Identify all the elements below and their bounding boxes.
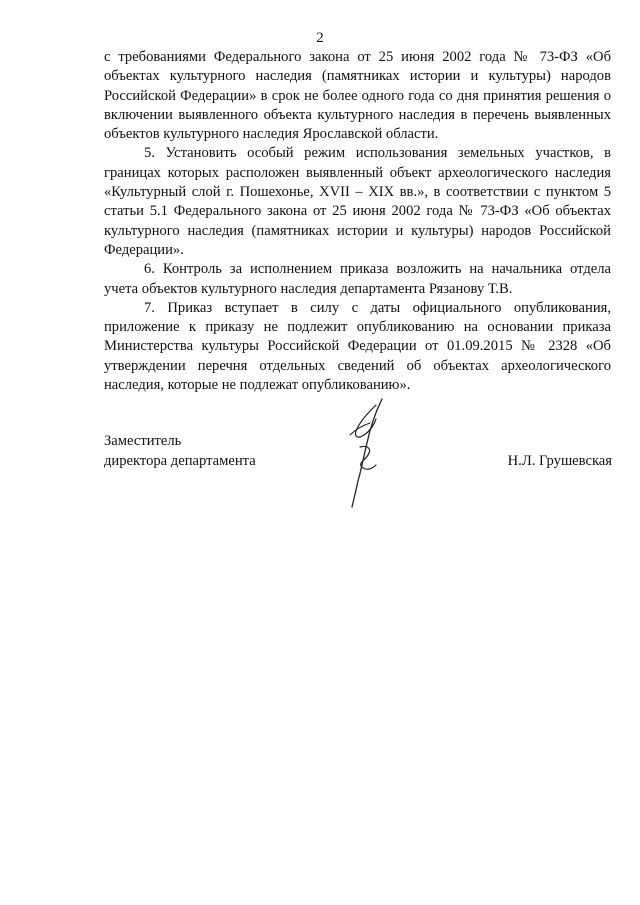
signatory-title-line1: Заместитель <box>104 433 182 449</box>
signatory-name: Н.Л. Грушевская <box>507 453 612 469</box>
page-number: 2 <box>316 30 324 46</box>
handwritten-signature <box>330 395 400 515</box>
paragraph-item-7: 7. Приказ вступает в силу с даты официального опубликования, приложение к приказу не подлежит опубликованию на основании приказа Министерства культуры Российской Федерации от 01.09.2015 № 2328 «Об утверждении перечня отдельных сведений об объектах археологического наследия, которые не подлежат опубликованию». <box>104 299 611 394</box>
paragraph-continuation: с требованиями Федерального закона от 25 июня 2002 года № 73-ФЗ «Об объектах культурного наследия (памятниках истории и культуры) народов Российской Федерации» в срок не более одного года со дня принятия решения о включении выявленного объекта культурного наследия в перечень выявленных объектов культурного наследия Ярославской области. <box>104 49 611 143</box>
document-body <box>104 48 611 395</box>
signatory-title <box>104 431 256 471</box>
paragraph-item-6: 6. Контроль за исполнением приказа возложить на начальника отдела учета объектов культурного наследия департамента Рязанову Т.В. <box>104 261 611 297</box>
signatory-title-line2: директора департамента <box>104 453 256 469</box>
paragraph-item-5: 5. Установить особый режим использования земельных участков, в границах которых расположен выявленный объект археологического наследия «Культурный слой г. Пошехонье, XVII – XIX вв.», в соответствии с пунктом 5 статьи 5.1 Федерального закона от 25 июня 2002 года № 73-ФЗ «Об объектах культурного наследия (памятниках истории и культуры) народов Российской Федерации». <box>104 145 611 258</box>
